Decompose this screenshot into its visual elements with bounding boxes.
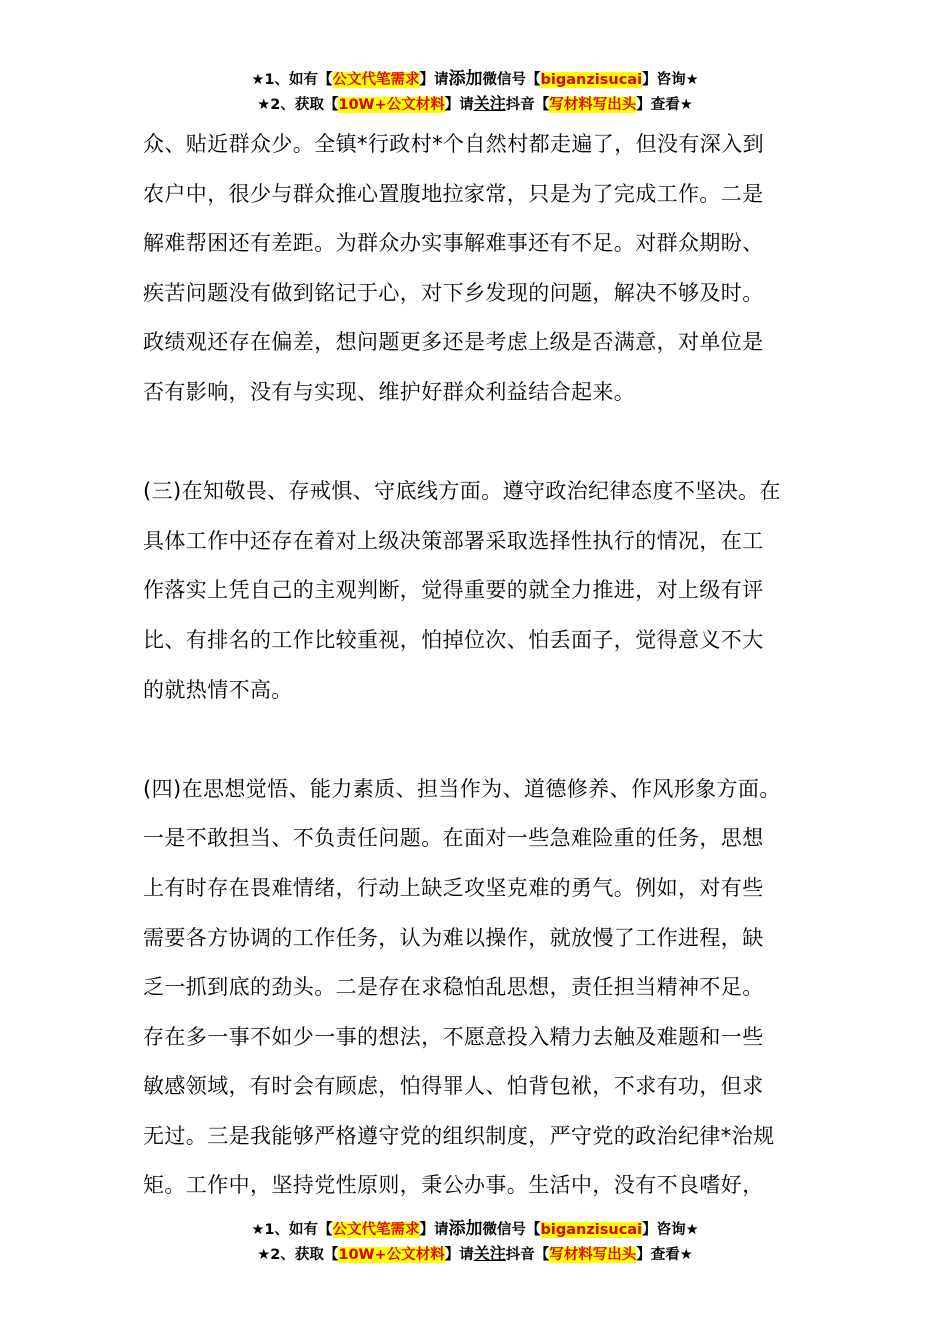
body-line: 具体工作中还存在着对上级决策部署采取选择性执行的情况，在工	[143, 528, 764, 553]
footer-line-1-suffix: 】咨询★	[642, 1222, 699, 1238]
footer-line-1-highlight-service: 公文代笔需求	[332, 1222, 420, 1238]
footer-line-2-emph: 关注	[473, 1244, 506, 1263]
body-line: 无过。三是我能够严格遵守党的组织制度，严守党的政治纪律*治规	[143, 1123, 775, 1148]
footer-line-1-highlight-wechat: biganzisucai	[540, 1222, 643, 1238]
header-line-2-mid2: 抖音【	[505, 97, 550, 113]
body-line: 否有影响，没有与实现、维护好群众利益结合起来。	[143, 379, 636, 404]
body-line: 作落实上凭自己的主观判断，觉得重要的就全力推进，对上级有评	[143, 578, 764, 603]
footer-banner	[0, 1218, 950, 1267]
body-line: 政绩观还存在偏差，想问题更多还是考虑上级是否满意，对单位是	[143, 330, 764, 355]
body-line: (三)在知敬畏、存戒惧、守底线方面。遵守政治纪律态度不坚决。在	[143, 479, 781, 504]
body-line: 解难帮困还有差距。为群众办实事解难事还有不足。对群众期盼、	[143, 231, 764, 256]
document-body	[143, 120, 823, 1211]
body-line: 敏感领域，有时会有顾虑，怕得罪人、怕背包袱，不求有功，但求	[143, 1074, 764, 1099]
footer-line-2-highlight-materials: 10W+公文材料	[338, 1247, 445, 1263]
body-line: 众、贴近群众少。全镇*行政村*个自然村都走遍了，但没有深入到	[143, 132, 764, 156]
header-line-1-mid: 】请	[419, 72, 449, 88]
header-line-2-suffix: 】查看★	[636, 97, 693, 113]
paragraph-gap	[143, 715, 823, 765]
footer-line-1	[0, 1218, 950, 1242]
body-line: 矩。工作中，坚持党性原则，秉公办事。生活中，没有不良嗜好，	[143, 1173, 764, 1198]
header-banner	[0, 68, 950, 117]
footer-line-2-suffix: 】查看★	[636, 1247, 693, 1263]
body-line: 乏一抓到底的劲头。二是存在求稳怕乱思想，责任担当精神不足。	[143, 975, 764, 1000]
header-line-2	[0, 92, 950, 117]
header-line-2-highlight-materials: 10W+公文材料	[338, 97, 445, 113]
footer-line-1-prefix: ★1、如有【	[251, 1222, 333, 1238]
body-line: 农户中，很少与群众推心置腹地拉家常，只是为了完成工作。二是	[143, 181, 764, 206]
header-line-2-emph: 关注	[473, 94, 506, 113]
footer-line-1-emph: 添加	[448, 1219, 483, 1239]
footer-line-2-highlight-douyin: 写材料写出头	[549, 1247, 637, 1263]
footer-line-1-mid: 】请	[419, 1222, 449, 1238]
footer-line-2-prefix: ★2、获取【	[257, 1247, 339, 1263]
header-line-1	[0, 68, 950, 92]
body-line: 存在多一事不如少一事的想法，不愿意投入精力去触及难题和一些	[143, 1024, 764, 1049]
header-line-1-suffix: 】咨询★	[642, 72, 699, 88]
body-line: 比、有排名的工作比较重视，怕掉位次、怕丢面子，觉得意义不大	[143, 627, 764, 652]
header-line-1-highlight-wechat: biganzisucai	[540, 72, 643, 88]
footer-line-2-mid: 】请	[444, 1247, 474, 1263]
footer-line-2	[0, 1242, 950, 1267]
header-line-2-prefix: ★2、获取【	[257, 97, 339, 113]
footer-line-2-mid2: 抖音【	[505, 1247, 550, 1263]
header-line-1-highlight-service: 公文代笔需求	[332, 72, 420, 88]
footer-line-1-mid2: 微信号【	[482, 1222, 541, 1238]
body-line: 的就热情不高。	[143, 677, 293, 702]
header-line-2-highlight-douyin: 写材料写出头	[549, 97, 637, 113]
body-line: 一是不敢担当、不负责任问题。在面对一些急难险重的任务，思想	[143, 826, 764, 851]
header-line-2-mid: 】请	[444, 97, 474, 113]
paragraph-gap	[143, 418, 823, 468]
body-line: 上有时存在畏难情绪，行动上缺乏攻坚克难的勇气。例如，对有些	[143, 875, 764, 900]
body-line: (四)在思想觉悟、能力素质、担当作为、道德修养、作风形象方面。	[143, 776, 781, 801]
body-line: 需要各方协调的工作任务，认为难以操作，就放慢了工作进程，缺	[143, 925, 764, 950]
header-line-1-mid2: 微信号【	[482, 72, 541, 88]
header-line-1-emph: 添加	[448, 69, 483, 89]
body-line: 疾苦问题没有做到铭记于心，对下乡发现的问题，解决不够及时。	[143, 280, 764, 305]
header-line-1-prefix: ★1、如有【	[251, 72, 333, 88]
